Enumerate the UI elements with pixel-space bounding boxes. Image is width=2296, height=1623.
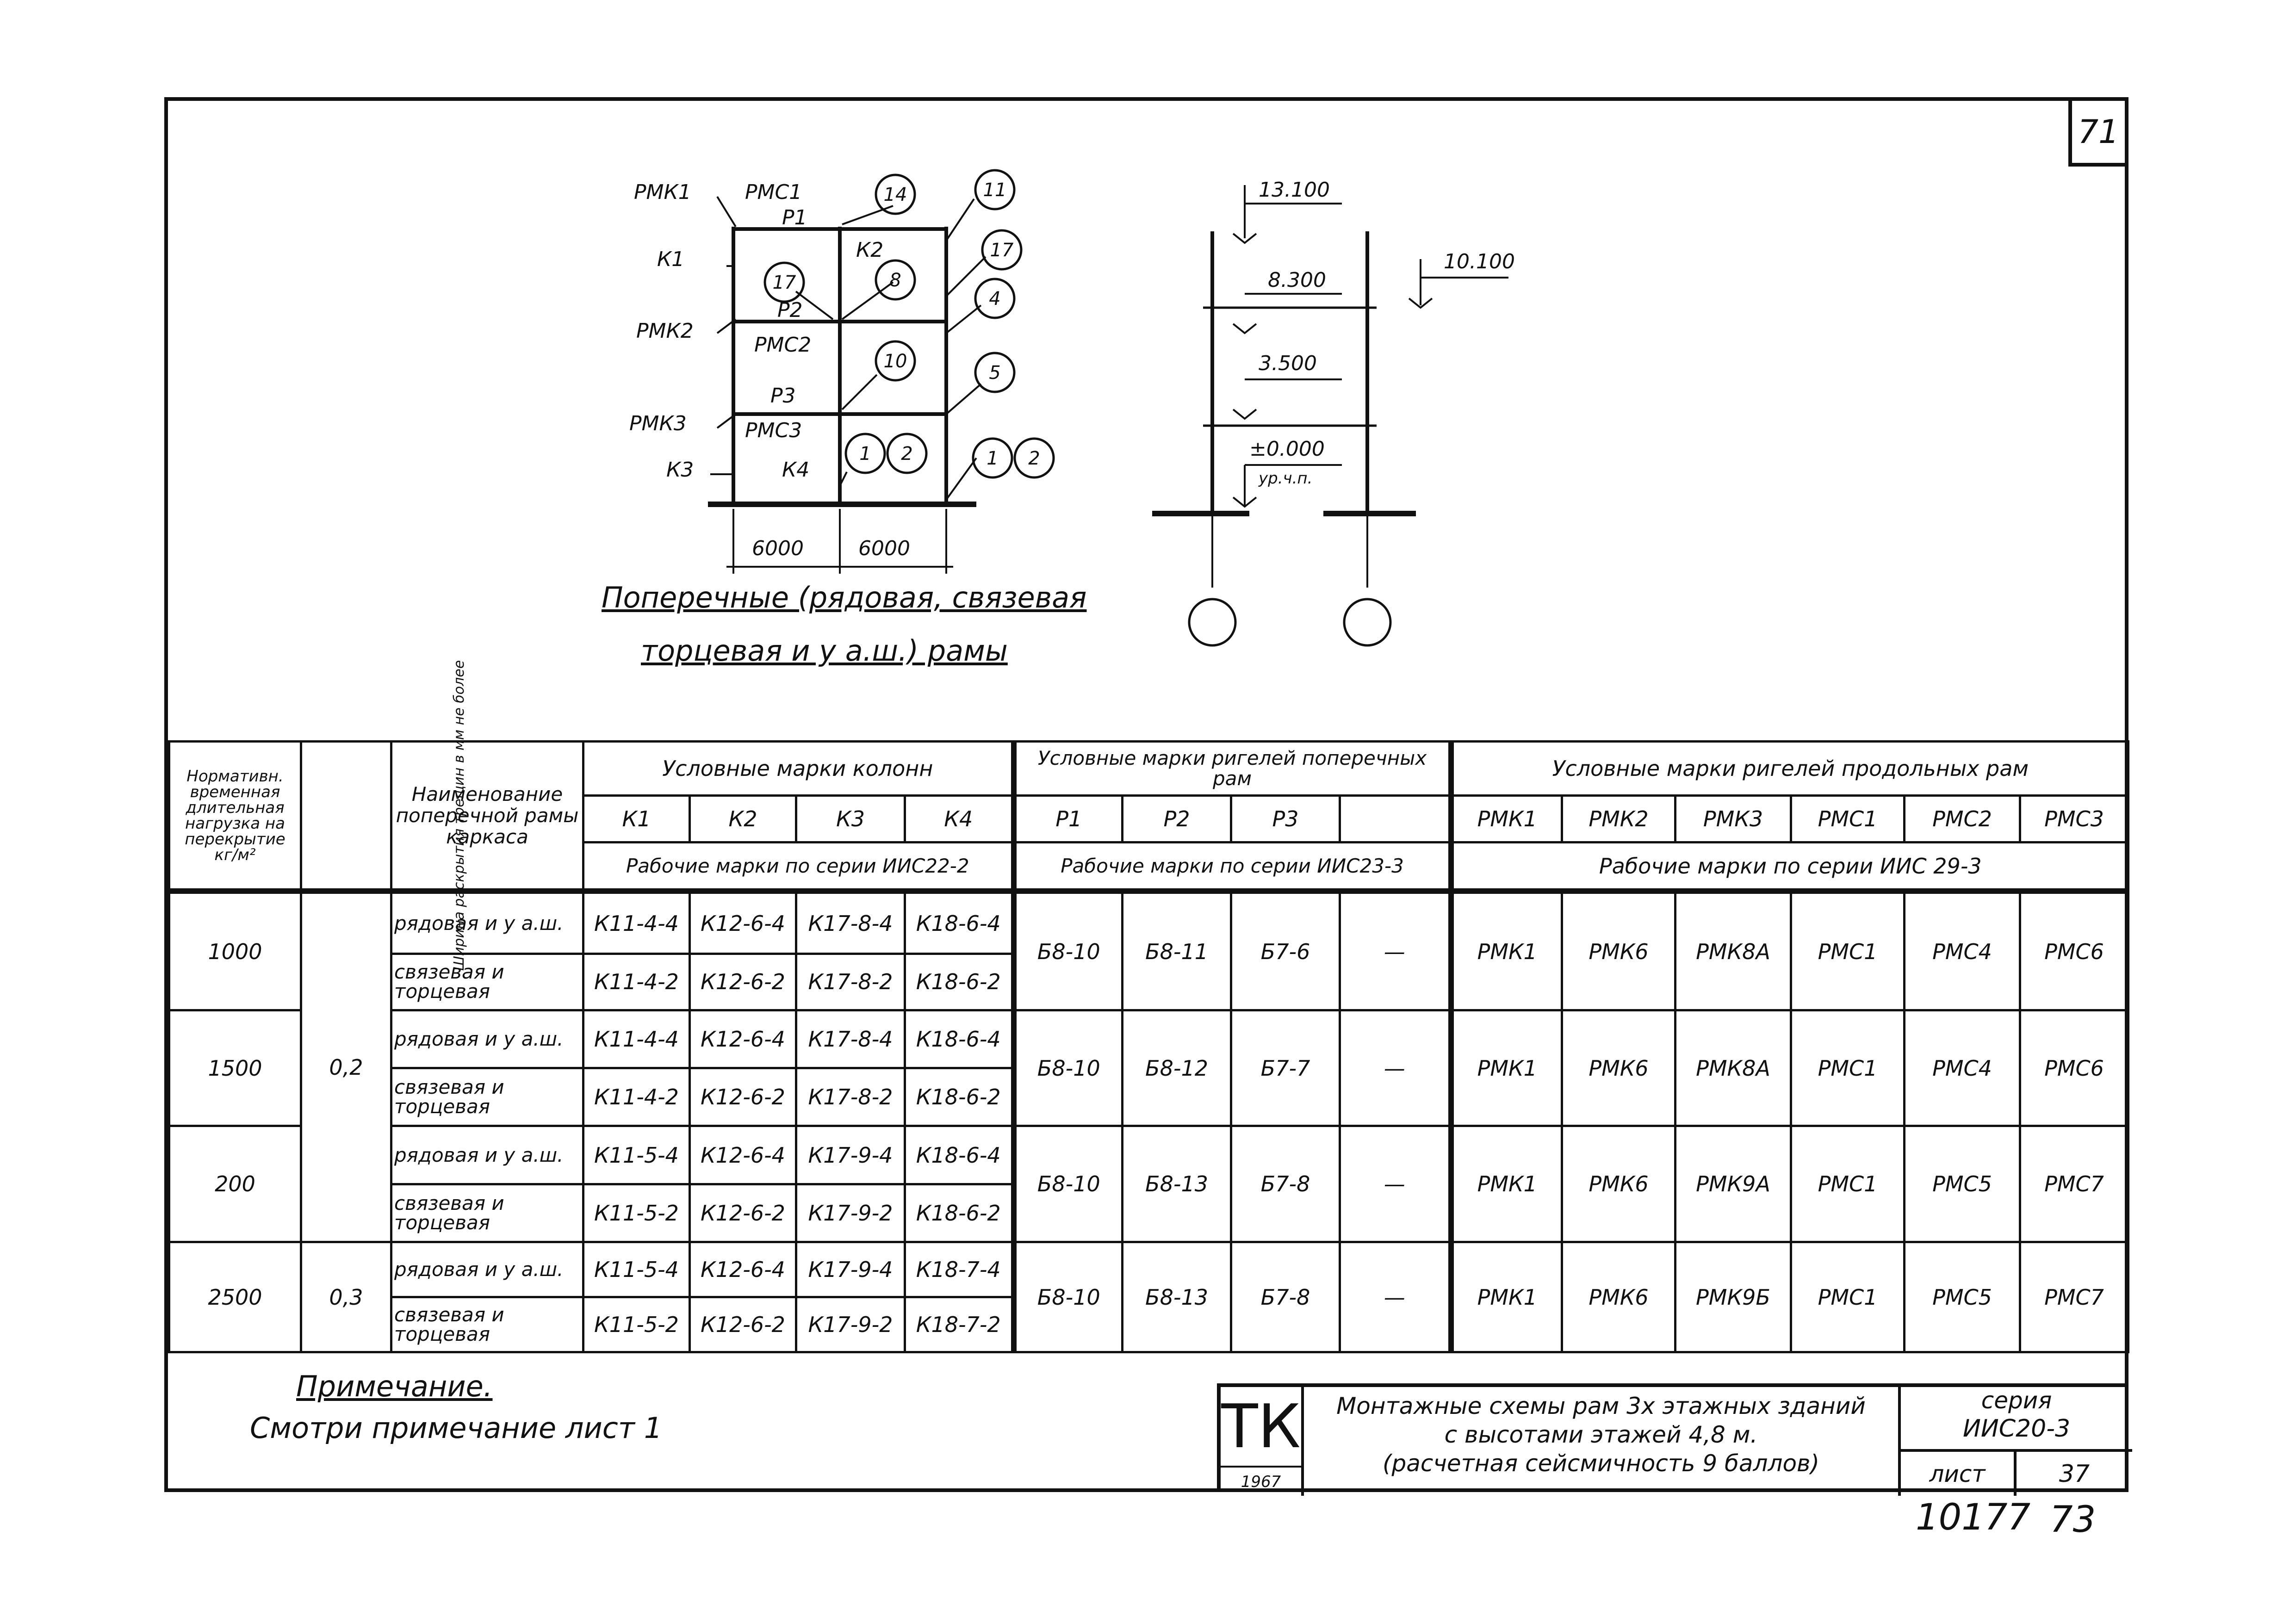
marks-table bbox=[168, 660, 2129, 1353]
axis-bubble-left bbox=[1189, 599, 1235, 645]
label-k1: К1 bbox=[657, 248, 685, 271]
table-cell: РМК1 bbox=[1451, 1010, 1562, 1126]
table-cell: РМК6 bbox=[1562, 891, 1675, 1010]
level-0000: ±0.000 bbox=[1249, 437, 1325, 461]
crack-0-2: 0,2 bbox=[301, 891, 391, 1242]
ground-label: ур.ч.п. bbox=[1259, 469, 1313, 488]
frame-type: связевая и торцевая bbox=[391, 954, 583, 1010]
label-p3: Р3 bbox=[770, 384, 796, 408]
mark-k1: К1 bbox=[583, 795, 690, 842]
load-1000: 1000 bbox=[169, 891, 301, 1010]
load-1500: 1500 bbox=[169, 1010, 301, 1126]
table-cell: РМС5 bbox=[1905, 1126, 2020, 1242]
table-cell: К11-5-2 bbox=[583, 1184, 690, 1242]
table-cell: Б8-10 bbox=[1014, 891, 1123, 1010]
leader-n10 bbox=[842, 375, 877, 409]
table-cell: РМС1 bbox=[1791, 1010, 1905, 1126]
level-marker-8300 bbox=[1233, 324, 1256, 333]
table-cell: К18-6-2 bbox=[905, 1184, 1014, 1242]
table-cell: РМС1 bbox=[1791, 1126, 1905, 1242]
table-cell: К12-6-2 bbox=[690, 1184, 796, 1242]
table-cell: РМК8А bbox=[1675, 1010, 1791, 1126]
table-cell: РМС4 bbox=[1905, 1010, 2020, 1126]
label-pmk3: РМК3 bbox=[629, 412, 687, 435]
mark-pmk1: РМК1 bbox=[1451, 795, 1562, 842]
archive-number: 10177 bbox=[1916, 1497, 2031, 1538]
table-cell: К17-9-4 bbox=[796, 1242, 905, 1297]
table-cell: РМС1 bbox=[1791, 891, 1905, 1010]
mark-k2: К2 bbox=[690, 795, 796, 842]
table-cell: К11-5-4 bbox=[583, 1242, 690, 1297]
mark-p2: Р2 bbox=[1123, 795, 1231, 842]
table-cell: Б8-10 bbox=[1014, 1126, 1123, 1242]
table-cell: К11-4-2 bbox=[583, 1068, 690, 1126]
table-cell: РМК6 bbox=[1562, 1010, 1675, 1126]
leader-n14 bbox=[842, 206, 893, 224]
label-pmk2: РМК2 bbox=[636, 319, 694, 343]
table-cell: К12-6-4 bbox=[690, 1010, 796, 1068]
mark-p3: Р3 bbox=[1231, 795, 1340, 842]
table-cell: К17-9-2 bbox=[796, 1297, 905, 1352]
table-cell: К18-6-4 bbox=[905, 1126, 1014, 1184]
cross-frame-diagram bbox=[708, 170, 1054, 574]
elevation-labels bbox=[1249, 178, 1515, 488]
table-cell: К18-6-2 bbox=[905, 954, 1014, 1010]
header-crack-text: Ширина раскрытия трещин в мм не более bbox=[451, 660, 468, 971]
frame-type: связевая и торцевая bbox=[391, 1297, 583, 1352]
table-cell: К17-8-4 bbox=[796, 1010, 905, 1068]
label-pmk1: РМК1 bbox=[634, 180, 691, 204]
frame-type: связевая и торцевая bbox=[391, 1184, 583, 1242]
node-10: 10 bbox=[883, 351, 907, 372]
sheet-tag: 71 bbox=[2068, 97, 2128, 167]
table-cell: Б8-13 bbox=[1123, 1126, 1231, 1242]
header-cross-group: Условные марки ригелей поперечных рам bbox=[1014, 742, 1451, 796]
table-cell: Б7-7 bbox=[1231, 1010, 1340, 1126]
table-cell: К11-4-2 bbox=[583, 954, 690, 1010]
table-cell: К17-9-4 bbox=[796, 1126, 905, 1184]
table-cell: Б7-6 bbox=[1231, 891, 1340, 1010]
mark-k3: К3 bbox=[796, 795, 905, 842]
table-cell: К17-9-2 bbox=[796, 1184, 905, 1242]
table-cell: РМК9А bbox=[1675, 1126, 1791, 1242]
table-cell: К17-8-4 bbox=[796, 891, 905, 954]
table-cell: К12-6-4 bbox=[690, 1126, 796, 1184]
leader-n11 bbox=[946, 199, 974, 241]
table-cell: К18-6-4 bbox=[905, 891, 1014, 954]
table-cell: РМС1 bbox=[1791, 1242, 1905, 1352]
frame-type: рядовая и у а.ш. bbox=[391, 891, 583, 954]
leader-n4 bbox=[946, 305, 981, 333]
node-5: 5 bbox=[989, 362, 1001, 384]
table-cell: К11-4-4 bbox=[583, 1010, 690, 1068]
mark-p1: Р1 bbox=[1014, 795, 1123, 842]
table-cell: Б8-10 bbox=[1014, 1242, 1123, 1352]
frame-type: рядовая и у а.ш. bbox=[391, 1010, 583, 1068]
table-cell: РМК9Б bbox=[1675, 1242, 1791, 1352]
header-long-group: Условные марки ригелей продольных рам bbox=[1451, 742, 2128, 796]
mark-k4: К4 bbox=[905, 795, 1014, 842]
table-cell: К17-8-2 bbox=[796, 1068, 905, 1126]
level-8300: 8.300 bbox=[1268, 268, 1326, 292]
header-crack bbox=[301, 660, 468, 971]
table-cell: К18-6-4 bbox=[905, 1010, 1014, 1068]
tk-logo: ТК bbox=[1221, 1387, 1304, 1466]
node-11: 11 bbox=[983, 180, 1007, 201]
leader-n8 bbox=[842, 282, 893, 319]
stamp-title-line-2: с высотами этажей 4,8 м. bbox=[1444, 1421, 1758, 1448]
level-marker-3500 bbox=[1233, 409, 1256, 419]
table-cell: Б8-13 bbox=[1123, 1242, 1231, 1352]
table-cell: К12-6-4 bbox=[690, 891, 796, 954]
stamp-year: 1967 bbox=[1221, 1466, 1304, 1496]
drawings-svg bbox=[0, 0, 2296, 740]
mark-pmc2: РМС2 bbox=[1905, 795, 2020, 842]
table-cell: Б7-8 bbox=[1231, 1126, 1340, 1242]
sheet-value: 37 bbox=[2059, 1460, 2090, 1488]
work-marks-long: Рабочие марки по серии ИИС 29-3 bbox=[1451, 842, 2128, 891]
table-cell: РМС5 bbox=[1905, 1242, 2020, 1352]
table-cell: РМС4 bbox=[1905, 891, 2020, 1010]
mark-pmc1: РМС1 bbox=[1791, 795, 1905, 842]
header-columns-group: Условные марки колонн bbox=[583, 742, 1014, 796]
table-cell: К12-6-2 bbox=[690, 1068, 796, 1126]
work-marks-columns: Рабочие марки по серии ИИС22-2 bbox=[583, 842, 1014, 891]
frame-type: рядовая и у а.ш. bbox=[391, 1126, 583, 1184]
header-frame: Наименование поперечной рамы каркаса bbox=[391, 742, 583, 892]
label-k4: К4 bbox=[782, 458, 810, 482]
mark-pmk2: РМК2 bbox=[1562, 795, 1675, 842]
table-cell: Б8-11 bbox=[1123, 891, 1231, 1010]
level-3500: 3.500 bbox=[1259, 352, 1317, 375]
table-cell: К12-6-4 bbox=[690, 1242, 796, 1297]
series-value: ИИС20-3 bbox=[1901, 1415, 2132, 1452]
table-cell: К12-6-2 bbox=[690, 954, 796, 1010]
label-pmc1: РМС1 bbox=[745, 180, 802, 204]
axis-bubble-right bbox=[1344, 599, 1390, 645]
table-cell: РМК6 bbox=[1562, 1242, 1675, 1352]
mark-p-empty bbox=[1340, 795, 1451, 842]
table-cell: РМС6 bbox=[2020, 891, 2128, 1010]
frame-caption-line-2: торцевая и у а.ш.) рамы bbox=[641, 634, 1008, 668]
label-k3: К3 bbox=[666, 458, 694, 482]
stamp-title-line-1: Монтажные схемы рам 3х этажных зданий bbox=[1336, 1393, 1866, 1419]
node-14: 14 bbox=[883, 184, 907, 205]
node-17a: 17 bbox=[772, 272, 796, 293]
series-label: серия bbox=[1981, 1387, 2052, 1414]
table-cell: К11-5-4 bbox=[583, 1126, 690, 1184]
label-k2: К2 bbox=[856, 238, 884, 262]
table-cell: РМК8А bbox=[1675, 891, 1791, 1010]
node-2a: 2 bbox=[901, 443, 913, 465]
leader-n1b bbox=[946, 458, 976, 500]
node-17b: 17 bbox=[990, 240, 1014, 261]
table-cell: РМК1 bbox=[1451, 1242, 1562, 1352]
frame-type: связевая и торцевая bbox=[391, 1068, 583, 1126]
crack-0-3: 0,3 bbox=[301, 1242, 391, 1352]
node-8: 8 bbox=[889, 270, 901, 291]
table-cell: К18-7-2 bbox=[905, 1297, 1014, 1352]
node-numbers bbox=[773, 180, 1040, 469]
title-stamp bbox=[1217, 1383, 2128, 1492]
label-p2: Р2 bbox=[777, 298, 803, 322]
table-cell: РМК1 bbox=[1451, 891, 1562, 1010]
frame-type: рядовая и у а.ш. bbox=[391, 1242, 583, 1297]
leader-n5 bbox=[946, 384, 981, 414]
label-pmc2: РМС2 bbox=[754, 333, 812, 357]
label-pmc3: РМС3 bbox=[745, 419, 802, 442]
table-cell: К12-6-2 bbox=[690, 1297, 796, 1352]
table-row bbox=[169, 1126, 2128, 1184]
table-cell: — bbox=[1340, 1126, 1451, 1242]
level-10100: 10.100 bbox=[1444, 250, 1515, 273]
table-row bbox=[169, 1242, 2128, 1297]
table-cell: РМК1 bbox=[1451, 1126, 1562, 1242]
stamp-title bbox=[1304, 1387, 1901, 1496]
mark-pmk3: РМК3 bbox=[1675, 795, 1791, 842]
table-cell: РМС7 bbox=[2020, 1126, 2128, 1242]
node-1a: 1 bbox=[859, 443, 871, 465]
level-13100: 13.100 bbox=[1259, 178, 1330, 202]
table-cell: — bbox=[1340, 1242, 1451, 1352]
header-load: Нормативн. временная длительная нагрузка на перекрытие кг/м² bbox=[169, 742, 301, 892]
leader-pmk1 bbox=[717, 197, 736, 227]
mark-pmc3: РМС3 bbox=[2020, 795, 2128, 842]
table-cell: К17-8-2 bbox=[796, 954, 905, 1010]
span-1: 6000 bbox=[752, 537, 804, 560]
node-2b: 2 bbox=[1028, 448, 1040, 469]
node-1b: 1 bbox=[987, 448, 999, 469]
load-200: 200 bbox=[169, 1126, 301, 1242]
span-2: 6000 bbox=[858, 537, 910, 560]
table-cell: — bbox=[1340, 891, 1451, 1010]
note-title: Примечание. bbox=[296, 1369, 493, 1403]
table-cell: РМС6 bbox=[2020, 1010, 2128, 1126]
table-cell: — bbox=[1340, 1010, 1451, 1126]
leader-n17b bbox=[946, 257, 986, 296]
table-cell: Б7-8 bbox=[1231, 1242, 1340, 1352]
work-marks-cross: Рабочие марки по серии ИИС23-3 bbox=[1014, 842, 1451, 891]
page-number: 73 bbox=[2050, 1499, 2096, 1541]
load-2500: 2500 bbox=[169, 1242, 301, 1352]
table-cell: К11-5-2 bbox=[583, 1297, 690, 1352]
table-cell: К18-7-4 bbox=[905, 1242, 1014, 1297]
sheet-label: лист bbox=[1901, 1452, 2017, 1496]
stamp-title-line-3: (расчетная сейсмичность 9 баллов) bbox=[1382, 1450, 1820, 1477]
label-p1: Р1 bbox=[782, 206, 807, 229]
table-cell: РМС7 bbox=[2020, 1242, 2128, 1352]
table-cell: К18-6-2 bbox=[905, 1068, 1014, 1126]
table-row bbox=[169, 1010, 2128, 1068]
note-text: Смотри примечание лист 1 bbox=[250, 1411, 663, 1445]
node-4: 4 bbox=[989, 288, 1001, 310]
table-cell: Б8-10 bbox=[1014, 1010, 1123, 1126]
table-cell: К11-4-4 bbox=[583, 891, 690, 954]
table-cell: Б8-12 bbox=[1123, 1010, 1231, 1126]
frame-caption-line-1: Поперечные (рядовая, связевая bbox=[602, 581, 1087, 614]
table-cell: РМК6 bbox=[1562, 1126, 1675, 1242]
